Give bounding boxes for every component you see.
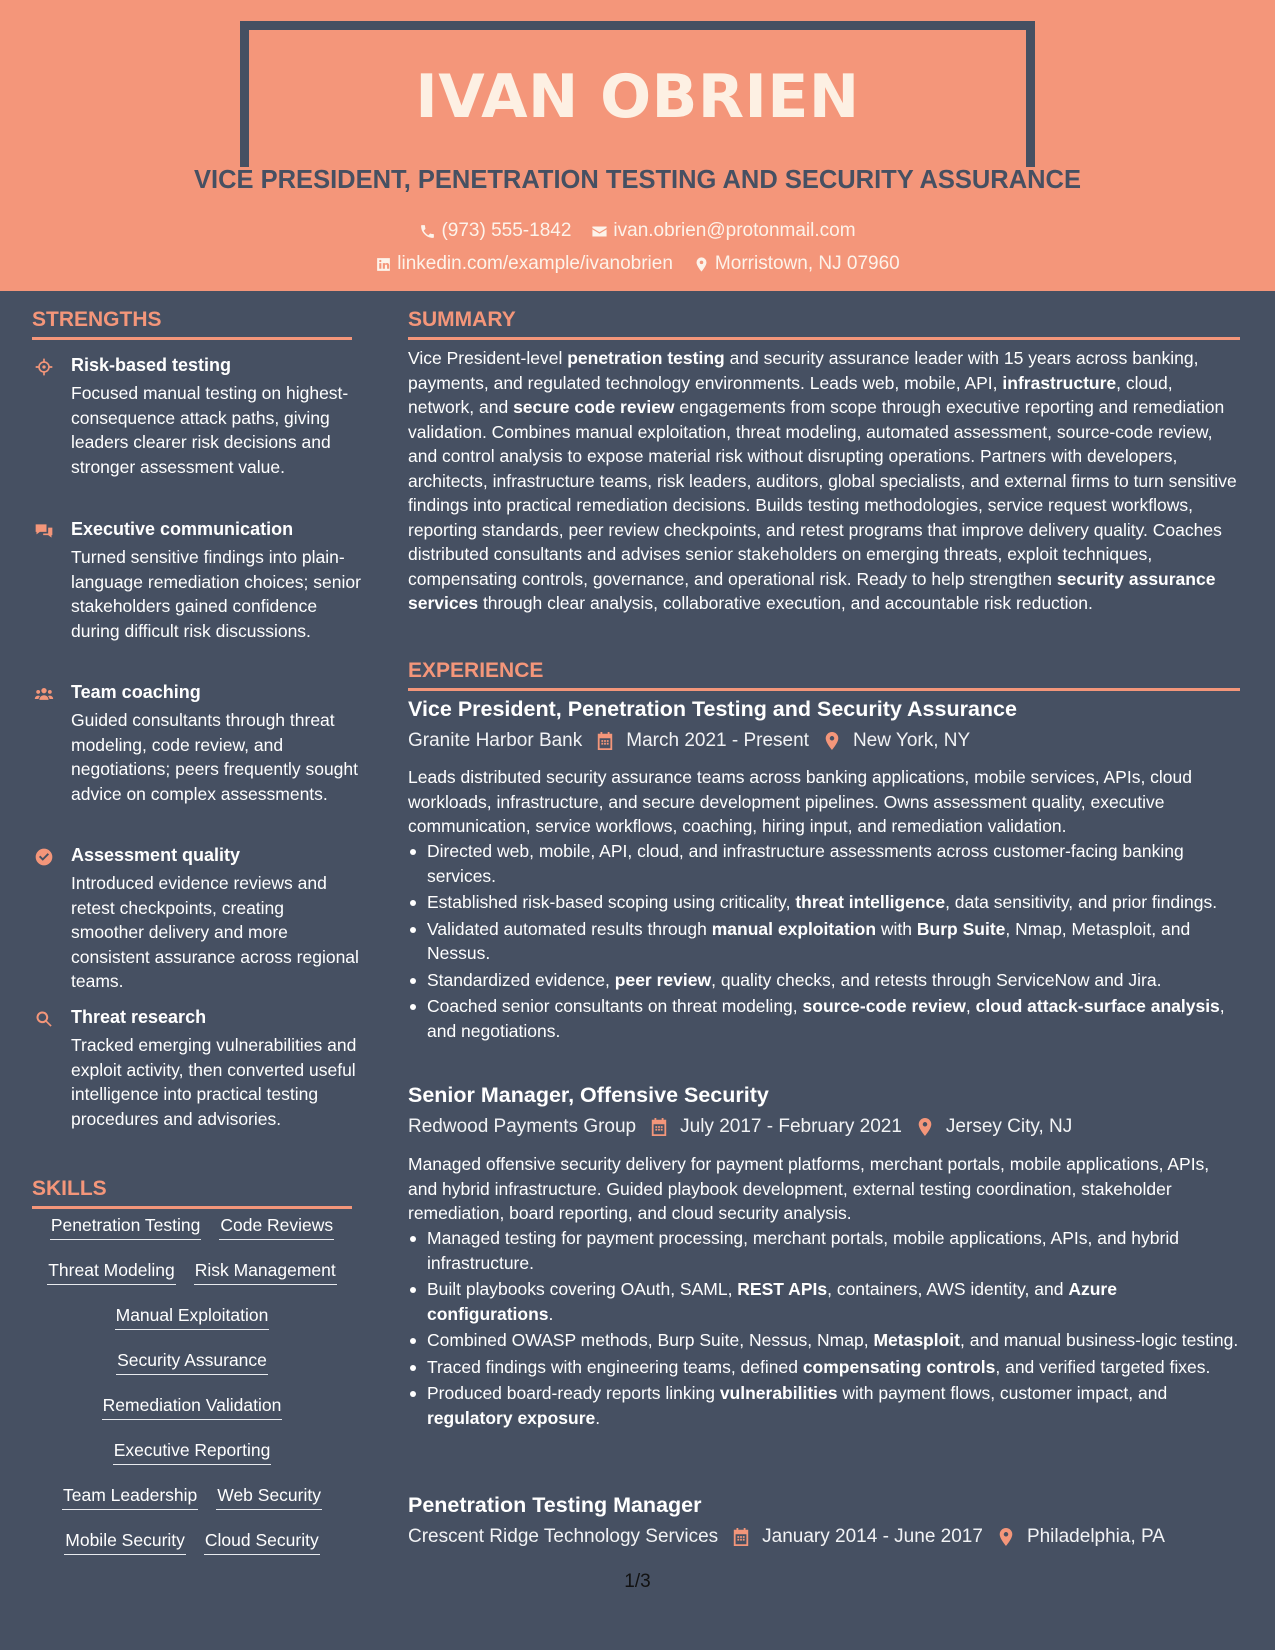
skill-row <box>32 1393 352 1438</box>
bold-keyword: source-code review <box>802 996 966 1016</box>
bold-keyword: manual exploitation <box>711 918 877 939</box>
bullet-item: Produced board-ready reports linking vulnerabilities with payment flows, customer impact, and regulatory exposure. <box>408 1381 1240 1430</box>
bold-keyword: REST APIs <box>737 1279 828 1299</box>
strength-desc: Tracked emerging vulnerabilities and exploit activity, then converted useful intelligence into practical testing procedures and advisories. <box>71 1035 357 1129</box>
skill-row <box>32 1528 352 1573</box>
strength-desc: Turned sensitive findings into plain-language remediation choices; senior stakeholders gained confidence during difficult risk discussions. <box>71 547 361 641</box>
job-company: Redwood Payments Group <box>408 1116 637 1137</box>
envelope-icon <box>591 223 608 240</box>
contact-row-2 <box>0 253 1275 275</box>
magnifier-icon <box>34 1009 54 1029</box>
strength-desc: Focused manual testing on highest-consequence attack paths, giving leaders clearer risk decisions and stronger assessment value. <box>71 383 349 477</box>
job-location: Philadelphia, PA <box>1026 1526 1165 1547</box>
bold-keyword: secure code review <box>513 397 675 417</box>
contact-phone <box>419 220 571 242</box>
strength-desc: Introduced evidence reviews and retest checkpoints, creating smoother delivery and more consistent assurance across regional teams. <box>71 873 359 991</box>
bullet-item: Directed web, mobile, API, cloud, and infrastructure assessments across customer-facing banking services. <box>408 839 1240 888</box>
skill-row <box>32 1303 352 1348</box>
strengths-rule <box>32 337 352 340</box>
job-title: Senior Manager, Offensive Security <box>408 1083 769 1107</box>
map-pin-icon <box>693 256 710 273</box>
skill-tag: Team Leadership <box>62 1483 198 1510</box>
job-company: Crescent Ridge Technology Services <box>408 1526 719 1547</box>
job-description: Leads distributed security assurance teams across banking applications, mobile services, APIs, cloud workloads, infrastructure, and secure development pipelines. Owns assessment quality, executive communication, service workflows, coaching, hiring input, and remediation validation. <box>408 767 1193 836</box>
check-circle-icon <box>34 847 54 867</box>
skill-tag: Executive Reporting <box>113 1438 272 1465</box>
bold-keyword: security assurance services <box>408 568 1216 613</box>
calendar-icon <box>732 1527 750 1547</box>
job-location: Jersey City, NJ <box>945 1116 1073 1137</box>
bullet-item: Validated automated results through manual exploitation with Burp Suite, Nmap, Metasploit, and Nessus. <box>408 917 1240 966</box>
experience-rule <box>408 688 1240 691</box>
job-bullets <box>408 839 1240 1045</box>
skill-row <box>32 1483 352 1528</box>
skill-row <box>32 1348 352 1393</box>
skill-tag: Manual Exploitation <box>115 1303 270 1330</box>
skill-tag: Remediation Validation <box>102 1393 283 1420</box>
bold-keyword: Burp Suite <box>916 918 1006 939</box>
skill-row <box>32 1438 352 1483</box>
strengths-heading: STRENGTHS <box>32 308 162 331</box>
strength-title: Executive communication <box>71 519 294 539</box>
summary-rule <box>408 337 1240 340</box>
skills-heading: SKILLS <box>32 1177 107 1200</box>
job-meta <box>408 730 970 752</box>
contact-email[interactable] <box>591 220 855 242</box>
strength-title: Threat research <box>71 1007 207 1027</box>
job-bullets <box>408 1226 1240 1432</box>
job-meta <box>408 1526 1165 1548</box>
contact-row-1 <box>0 220 1275 242</box>
bold-keyword: penetration testing <box>567 348 725 368</box>
skill-tag: Mobile Security <box>64 1528 186 1555</box>
summary-text: Vice President-level penetration testing and security assurance leader with 15 years across banking, payments, and regulated technology environments. Leads web, mobile, API, infrastructure, cloud, network, and secure code review engagements from scope through executive reporting and remediation validation. Combines manual exploitation, threat modeling, automated assessment, source-code review, and control analysis to expose material risk without disrupting operations. Partners with developers, architects, infrastructure teams, risk leaders, auditors, global specialists, and external firms to turn sensitive findings into practical remediation decisions. Builds testing methodologies, service request workflows, reporting standards, peer review checkpoints, and retest programs that improve delivery quality. Coaches distributed consultants and advises senior stakeholders on emerging threats, exploit techniques, compensating controls, governance, and operational risk. Ready to help strengthen security assurance services through clear analysis, collaborative execution, and accountable risk reduction. <box>408 348 1237 613</box>
phone-icon <box>419 223 436 240</box>
bold-keyword: compensating controls <box>802 1356 996 1377</box>
skill-tag: Threat Modeling <box>47 1258 175 1285</box>
linkedin-text[interactable]: linkedin.com/example/ivanobrien <box>397 253 673 274</box>
linkedin-icon <box>375 256 392 273</box>
skill-tag: Penetration Testing <box>50 1213 202 1240</box>
bold-keyword: peer review <box>614 969 712 990</box>
email-text[interactable]: ivan.obrien@protonmail.com <box>613 220 856 241</box>
page-number: 1/3 <box>624 1571 651 1592</box>
skill-tag: Code Reviews <box>219 1213 334 1240</box>
bullet-item: Combined OWASP methods, Burp Suite, Nessus, Nmap, Metasploit, and manual business-logic testing. <box>408 1328 1240 1353</box>
bullet-item: Built playbooks covering OAuth, SAML, REST APIs, containers, AWS identity, and Azure configurations. <box>408 1277 1240 1326</box>
candidate-name: IVAN OBRIEN <box>415 62 860 132</box>
bullet-item: Managed testing for payment processing, merchant portals, mobile applications, APIs, and hybrid infrastructure. <box>408 1226 1240 1275</box>
job-dates: March 2021 - Present <box>626 730 809 751</box>
chat-bubbles-icon <box>34 521 54 541</box>
job-title: Penetration Testing Manager <box>408 1493 702 1517</box>
job-title: Vice President, Penetration Testing and Security Assurance <box>408 697 1017 721</box>
job-dates: July 2017 - February 2021 <box>680 1116 902 1137</box>
skill-tag: Cloud Security <box>204 1528 320 1555</box>
skill-tag: Security Assurance <box>116 1348 268 1375</box>
strength-title: Team coaching <box>71 682 201 702</box>
calendar-icon <box>596 731 614 751</box>
bold-keyword: cloud attack-surface analysis <box>975 996 1220 1016</box>
bullet-item: Traced findings with engineering teams, defined compensating controls, and verified targeted fixes. <box>408 1355 1240 1380</box>
calendar-icon <box>650 1117 668 1137</box>
job-description: Managed offensive security delivery for payment platforms, merchant portals, mobile applications, APIs, and hybrid infrastructure. Guided playbook development, external testing coordination, stakeholder remediation, board reporting, and cloud security analysis. <box>408 1154 1210 1223</box>
job-company: Granite Harbor Bank <box>408 730 583 751</box>
users-icon <box>34 684 54 704</box>
bullet-item: Coached senior consultants on threat modeling, source-code review, cloud attack-surface analysis, and negotiations. <box>408 994 1240 1043</box>
skill-tag: Risk Management <box>194 1258 337 1285</box>
job-location: New York, NY <box>852 730 971 751</box>
crosshairs-icon <box>34 357 54 377</box>
bold-keyword: Azure configurations <box>427 1279 1117 1324</box>
job-dates: January 2014 - June 2017 <box>762 1526 983 1547</box>
bold-keyword: infrastructure <box>1002 372 1117 393</box>
strength-desc: Guided consultants through threat modeling, code review, and negotiations; peers frequently sought advice on complex assessments. <box>71 710 358 804</box>
bold-keyword: Metasploit <box>873 1330 960 1350</box>
contact-linkedin[interactable] <box>375 253 673 275</box>
map-pin-icon <box>916 1117 934 1137</box>
skill-tag: Web Security <box>216 1483 322 1510</box>
skills-list <box>32 1213 352 1573</box>
strength-title: Assessment quality <box>71 845 241 865</box>
bullet-item: Established risk-based scoping using criticality, threat intelligence, data sensitivity, and prior findings. <box>408 890 1240 915</box>
candidate-headline: VICE PRESIDENT, PENETRATION TESTING AND SECURITY ASSURANCE <box>194 166 1081 194</box>
strength-title: Risk-based testing <box>71 355 232 375</box>
contact-location <box>693 253 900 275</box>
map-pin-icon <box>823 731 841 751</box>
job-meta <box>408 1116 1072 1138</box>
skills-rule <box>32 1206 352 1209</box>
summary-heading: SUMMARY <box>408 308 516 331</box>
map-pin-icon <box>997 1527 1015 1547</box>
skill-row <box>32 1213 352 1258</box>
bold-keyword: threat intelligence <box>795 892 946 912</box>
bold-keyword: vulnerabilities <box>719 1383 838 1403</box>
bullet-item: Standardized evidence, peer review, quality checks, and retests through ServiceNow and Jira. <box>408 968 1240 993</box>
location-text: Morristown, NJ 07960 <box>714 253 900 274</box>
phone-text: (973) 555-1842 <box>441 220 572 241</box>
experience-heading: EXPERIENCE <box>408 659 544 682</box>
bold-keyword: regulatory exposure <box>427 1407 596 1428</box>
resume-header <box>0 0 1275 291</box>
skill-row <box>32 1258 352 1303</box>
